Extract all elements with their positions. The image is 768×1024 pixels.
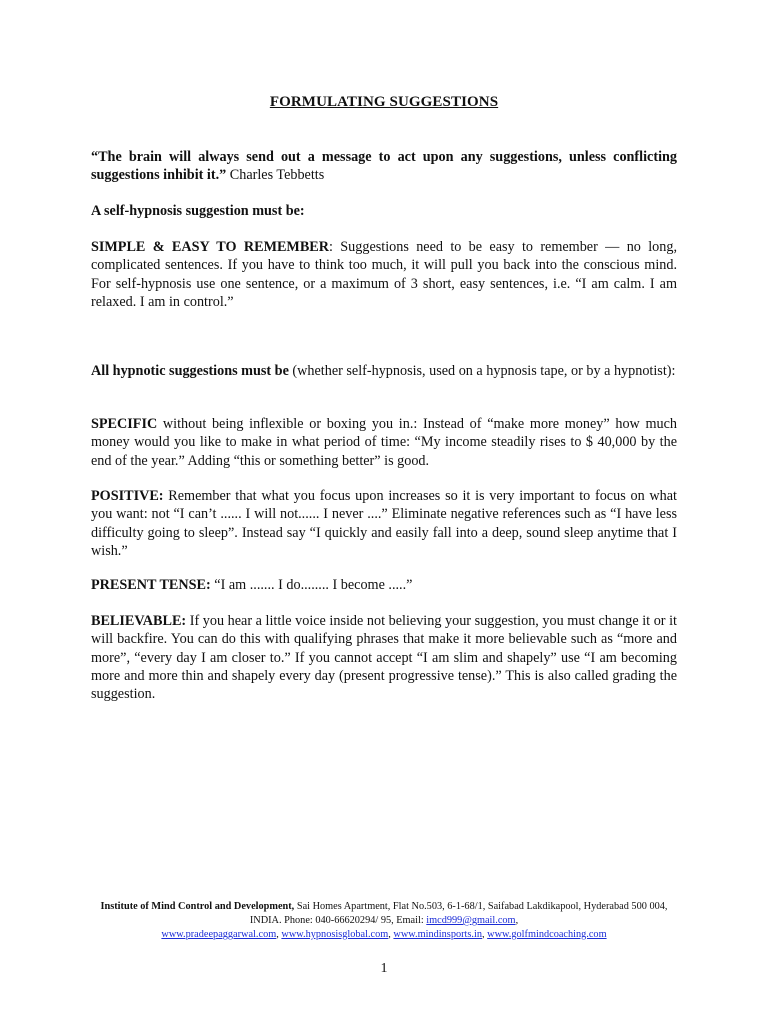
believable-text: If you hear a little voice inside not believing your suggestion, you must change it or it will backfire. You can do this with qualifying phrases that make it more believable such as “more and more”, “every day I am closer to.” If you cannot accept “I am slim and shapely” use “I am becoming more and more thin and shapely every day (present progressive tense).” This is also called grading the suggestion. bbox=[91, 613, 677, 703]
all-label: All hypnotic suggestions must be bbox=[91, 363, 289, 379]
positive-paragraph bbox=[91, 487, 677, 560]
believable-paragraph bbox=[91, 612, 677, 703]
footer-institute: Institute of Mind Control and Development, bbox=[100, 901, 295, 912]
specific-text: without being inflexible or boxing you in.: Instead of “make more money” how much money would you like to make in what period of time: “My income steadily rises to $ 40,000 by the end of the year.” Adding “this or something better” is good. bbox=[91, 416, 677, 469]
footer-link-pradeepaggarwal[interactable]: www.pradeepaggarwal.com bbox=[161, 929, 277, 940]
specific-label: SPECIFIC bbox=[91, 416, 158, 432]
footer-link-mindinsports[interactable]: www.mindinsports.in bbox=[393, 929, 482, 940]
believable-label: BELIEVABLE: bbox=[91, 613, 187, 629]
page-title: FORMULATING SUGGESTIONS bbox=[269, 94, 499, 110]
quote-paragraph bbox=[91, 148, 677, 185]
simple-label: SIMPLE & EASY TO REMEMBER bbox=[91, 239, 329, 255]
positive-label: POSITIVE: bbox=[91, 488, 164, 504]
all-suggestions-paragraph bbox=[91, 362, 677, 380]
simple-paragraph bbox=[91, 238, 677, 311]
page-number: 1 bbox=[380, 961, 388, 976]
present-text: “I am ....... I do........ I become .....” bbox=[210, 577, 413, 593]
footer-address: Sai Homes Apartment, Flat No.503, 6-1-68/1, Saifabad Lakdikapool, Hyderabad 500 004, INDIA. Phone: 040-66620294/ 95, Email: bbox=[249, 901, 668, 926]
specific-paragraph bbox=[91, 415, 677, 470]
footer-link-hypnosisglobal[interactable]: www.hypnosisglobal.com bbox=[281, 929, 389, 940]
present-label: PRESENT TENSE: bbox=[91, 577, 211, 593]
present-tense-paragraph bbox=[91, 576, 677, 594]
all-text: (whether self-hypnosis, used on a hypnosis tape, or by a hypnotist): bbox=[288, 363, 676, 379]
footer-email-sep: , bbox=[515, 915, 519, 926]
footer-link-golfmindcoaching[interactable]: www.golfmindcoaching.com bbox=[487, 929, 607, 940]
footer-link-sep: , bbox=[388, 929, 394, 940]
page-footer bbox=[88, 900, 680, 942]
footer-link-sep: , bbox=[276, 929, 282, 940]
footer-email-link[interactable]: imcd999@gmail.com bbox=[426, 915, 516, 926]
quote-author: Charles Tebbetts bbox=[226, 167, 325, 184]
positive-text: Remember that what you focus upon increases so it is very important to focus on what you want: not “I can’t ...... I will not...... I never ....” Eliminate negative references such as “I have less difficulty going to sleep”. Instead say “I quickly and easily fall into a deep, sound sleep anytime that I wish.” bbox=[91, 488, 677, 559]
footer-link-sep: , bbox=[482, 929, 488, 940]
simple-text: : Suggestions need to be easy to remember — no long, complicated sentences. If you have to think too much, it will pull you back into the conscious mind. For self-hypnosis use one sentence, or a maximum of 3 short, easy sentences, i.e. “I am calm. I am relaxed. I am in control.” bbox=[91, 239, 677, 310]
quote-text: “The brain will always send out a message to act upon any suggestions, unless conflicting suggestions inhibit it.” bbox=[91, 149, 677, 184]
self-hypnosis-heading: A self-hypnosis suggestion must be: bbox=[91, 203, 305, 219]
